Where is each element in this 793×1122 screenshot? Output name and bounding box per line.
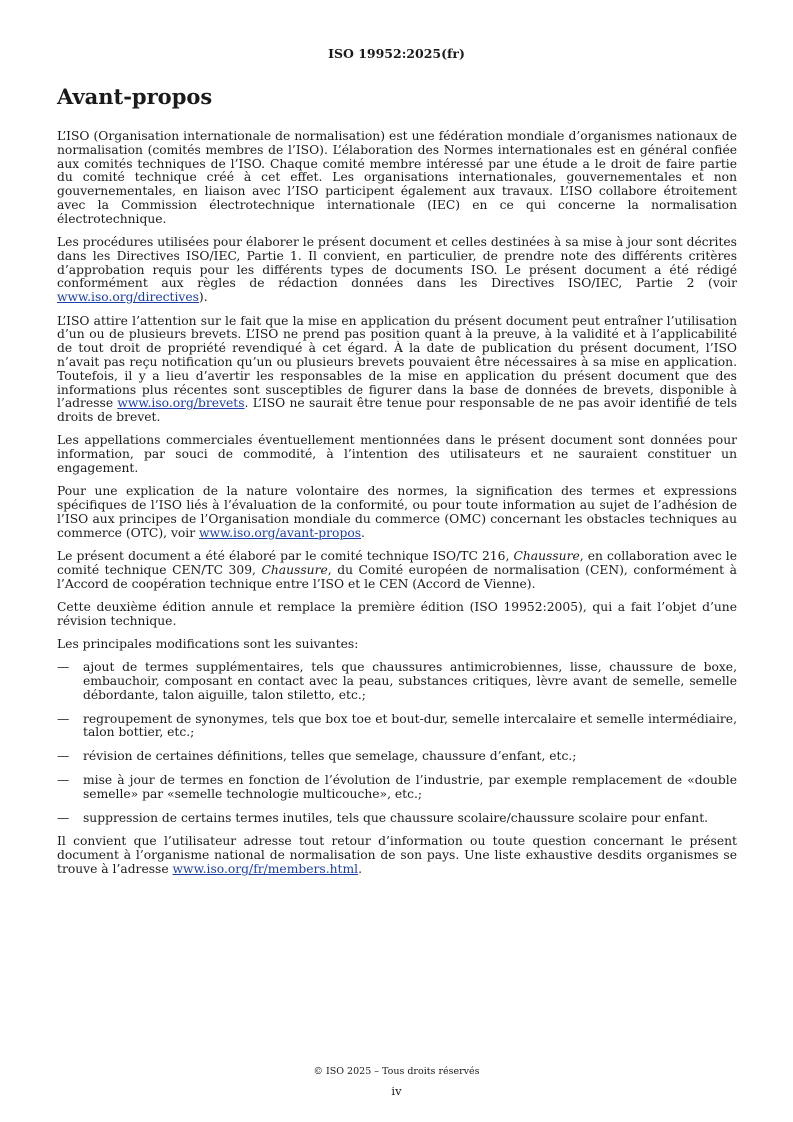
list-item: — suppression de certains termes inutiles, tels que chaussure scolaire/chaussure scolaire pour enfant. [57,810,709,825]
document-header: ISO 19952:2025(fr) [328,46,465,61]
list-item: — regroupement de synonymes, tels que box toe et bout-dur, semelle intercalaire et semelle intermédiaire, talon bottier, etc.; [57,711,737,740]
members-link[interactable]: www.iso.org/fr/members.html [172,862,359,877]
paragraph-patents: L’ISO attire l’attention sur le fait que la mise en application du présent document peut entraîner l’utilisation d’un ou de plusieurs brevets. L’ISO ne prend pas position quant à la preuve, à la validité et à l’applicabilité de tout droit de propriété revendiqué à cet égard. À la date de publication du présent document, l’ISO n’avait pas reçu notification qu’un ou plusieurs brevets pouvaient être nécessaires à sa mise en application. Toutefois, il y a lieu d’avertir les responsables de la mise en application du présent document que des informations plus récentes sont susceptibles de figurer dans la base de données de brevets, disponible à l’adresse www.iso.org/brevets. L’ISO ne saurait être tenue pour responsable de ne pas avoir identifié de tels droits de brevet. [57,313,737,425]
paragraph-feedback: Il convient que l’utilisateur adresse tout retour d’information ou toute question concernant le présent document à l’organisme national de normalisation de son pays. Une liste exhaustive desdits organismes se trouve à l’adresse www.iso.org/fr/members.html. [57,834,737,877]
paragraph-edition: Cette deuxième édition annule et remplace la première édition (ISO 19952:2005), qui a fait l’objet d’une révision technique. [57,599,737,628]
page-title: Avant-propos [57,84,213,109]
paragraph-iso-intro: L’ISO (Organisation internationale de normalisation) est une fédération mondiale d’organismes nationaux de normalisation (comités membres de l’ISO). L’élaboration des Normes internationales est en général confiée aux comités techniques de l’ISO. Chaque comité membre intéressé par une étude a le droit de faire partie du comité technique créé à cet effet. Les organisations internationales, gouvernementales et non gouvernementales, en liaison avec l’ISO participent également aux travaux. L’ISO collabore étroitement avec la Commission électrotechnique internationale (IEC) en ce qui concerne la normalisation électrotechnique. [57,129,737,226]
paragraph-trade-names: Les appellations commerciales éventuellement mentionnées dans le présent document sont données pour information, par souci de commodité, à l’intention des utilisateurs et ne sauraient constituer un engagement. [57,433,737,476]
paragraph-directives: Les procédures utilisées pour élaborer le présent document et celles destinées à sa mise à jour sont décrites dans les Directives ISO/IEC, Partie 1. Il convient, en particulier, de prendre note des différents critères d’approbation requis pour les différents types de documents ISO. Le présent document a été rédigé conformément aux règles de rédaction données dans les Directives ISO/IEC, Partie 2 (voir www.iso.org/directives). [57,235,737,305]
copyright-footer: © ISO 2025 – Tous droits réservés [313,1066,480,1077]
list-item: — ajout de termes supplémentaires, tels que chaussures antimicrobiennes, lisse, chaussure de boxe, embauchoir, composant en contact avec la peau, substances critiques, lèvre avant de semelle, semelle débordante, talon aiguille, talon stiletto, etc.; [57,660,737,702]
paragraph-voluntary-nature: Pour une explication de la nature volontaire des normes, la signification des termes et expressions spécifiques de l’ISO liés à l’évaluation de la conformité, ou pour toute information au sujet de l’adhésion de l’ISO aux principes de l’Organisation mondiale du commerce (OMC) concernant les obstacles techniques au commerce (OTC), voir www.iso.org/avant-propos. [57,484,737,540]
page-number: iv [391,1084,402,1098]
paragraph-committee: Le présent document a été élaboré par le comité technique ISO/TC 216, Chaussure, en collaboration avec le comité technique CEN/TC 309, Chaussure, du Comité européen de normalisation (CEN), conformément à l’Accord de coopération technique entre l’ISO et le CEN (Accord de Vienne). [57,549,737,591]
list-item: — mise à jour de termes en fonction de l’évolution de l’industrie, par exemple remplacement de «double semelle» par «semelle technologie multicouche», etc.; [57,773,737,801]
modifications-list [57,661,737,825]
patents-link[interactable]: www.iso.org/brevets [117,396,245,411]
list-item: — révision de certaines définitions, telles que semelage, chaussure d’enfant, etc.; [57,749,577,764]
directives-link[interactable]: www.iso.org/directives [57,290,199,305]
foreword-body [57,130,737,886]
foreword-link[interactable]: www.iso.org/avant-propos [199,525,362,540]
paragraph-changes-intro: Les principales modifications sont les suivantes: [57,637,359,651]
